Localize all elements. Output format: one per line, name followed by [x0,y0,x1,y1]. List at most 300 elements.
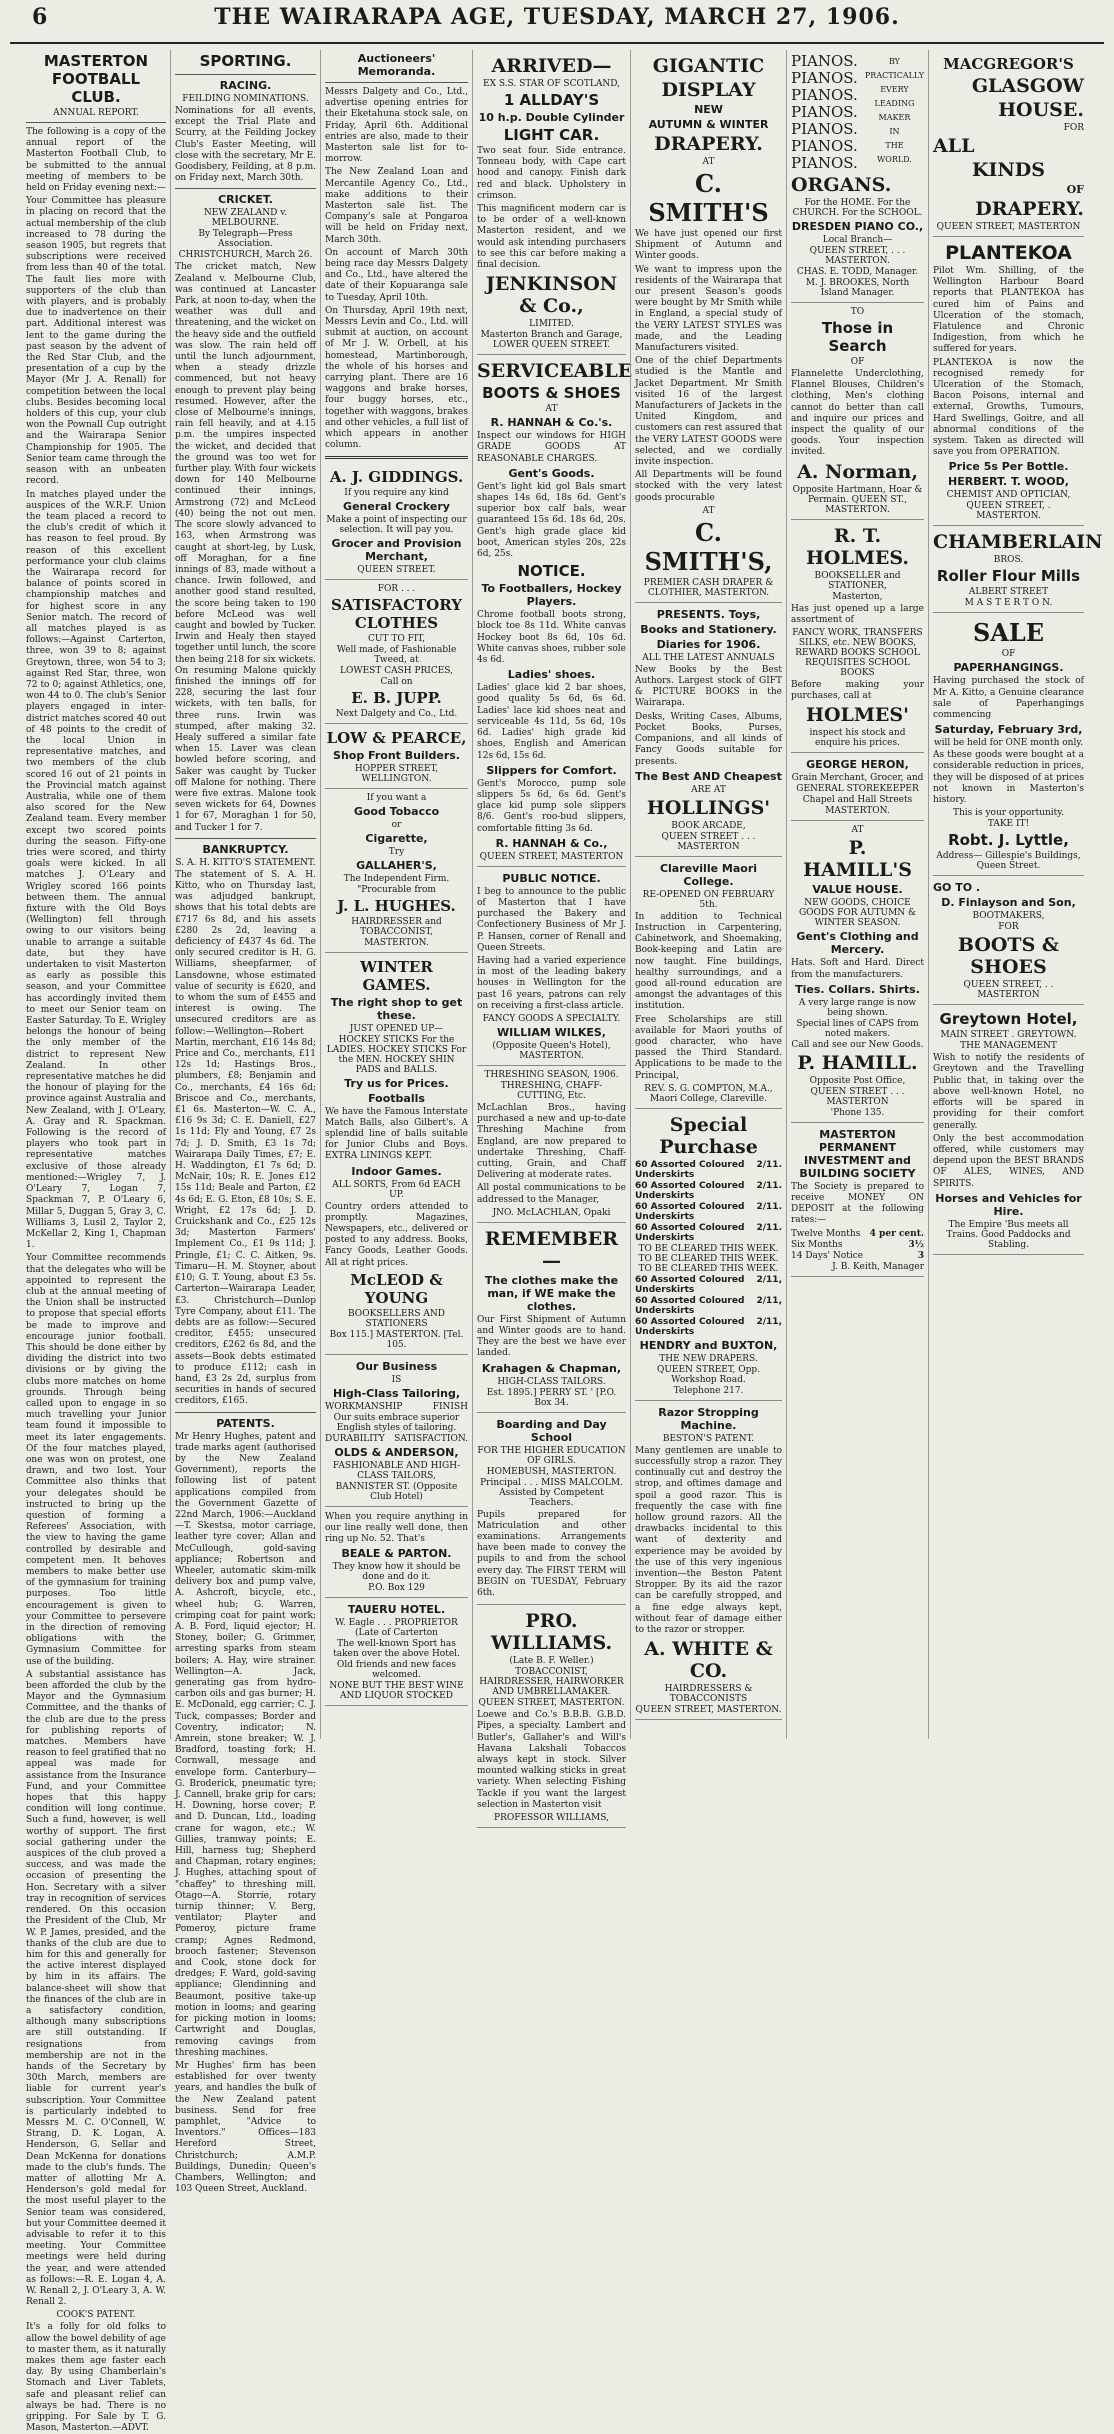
ad-text: Many gentlemen are unable to successfully strop a razor. They continually cut and destroy the strop, and oftimes damage and spoil a good razor. This is frequently the case with fine hollow ground razors. All the drawbacks incidental to this want of dexterity and experience may be avoided by the use of this very ingenious invention—the Beston Patent Stropper. By its aid the razor can be carefully stropped, and a fine edge always kept, without fear of damage either to the razor or stropper. [635,1445,782,1635]
ad-text: Pilot Wm. Shilling, of the Wellington Harbour Board reports that PLANTEKOA has cured him of Pains and Ulceration of the stomach, Flatulence and Chronic Indigestion, from which he suffered for years. [933,266,1084,355]
column-3 [320,50,472,1739]
ad-line: Special lines of CAPS from noted makers. [796,1018,919,1039]
ad-line: TOBACCONIST, HAIRDRESSER, HAIRWORKER AND UMBRELLAMAKER. [479,1667,624,1698]
column-4 [472,50,633,1824]
masthead [10,0,1104,44]
ad-line: (Late B. F. Weller.) [509,1656,594,1667]
ad-text: Flannelette Underclothing, Flannel Blouses, Children's clothing, Men's clothing cannot do better than call and inquire our prices and inspect the quality of our goods. Your inspection invited. [791,369,924,458]
notice-title: NOTICE. [517,562,586,581]
ad-text: We have just opened our first Shipment of Autumn and Winter goods. [635,229,782,262]
ad-line: Box 115.] MASTERTON. [Tel. 105. [329,1329,464,1350]
ad-text: Chrome football boots strong, block toe 8s 11d. White canvas Hockey boot 8s 6d, 10s 6d. White canvas shoes, rubber sole 4s 6d. [477,610,626,666]
holmes-title-2: HOLMES' [806,704,909,727]
white-title: A. WHITE & CO. [644,1638,773,1683]
ad-line: The well-known Sport has taken over the above Hotel. [333,1639,460,1660]
ad-line: The Independent Firm. [343,873,450,884]
ad-line: LOWEST CASH PRICES, [339,665,453,676]
pianos-line: PIANOS. [791,137,858,155]
ad-line: Footballs [368,1091,425,1105]
ad-line: PREMIER CASH DRAPER & CLOTHIER, MASTERTON. [643,577,774,598]
ad-text: The Society is prepared to receive MONEY ON DEPOSIT at the following rates:— [791,1181,924,1226]
item-price: 2/11. [756,1201,782,1212]
ad-line: Grocer and Provision Merchant, [331,536,462,563]
ad-line: FANCY GOODS A SPECIALTY. [482,1013,621,1024]
ad-line: QUEEN STREET, . . . MASTERTON. [809,246,906,266]
ad-line: or [391,819,402,830]
newspaper-title: THE WAIRARAPA AGE, TUESDAY, MARCH 27, 1906. [214,4,900,30]
ad-line: Try us for Prices. [344,1076,449,1090]
ad-line: Slippers for Comfort. [486,763,617,777]
macgregor-title: MACGREGOR'S [943,55,1074,73]
ad-line: JUST OPENED UP— [349,1023,444,1034]
chamberlain-ad [933,526,1103,613]
pianos-line: PIANOS. [791,103,858,121]
ad-line: NONE BUT THE BEST WINE AND LIQUOR STOCKED [329,1681,464,1702]
item-price: 2/11. [756,1180,782,1191]
jupp-ad [325,580,468,724]
item-name: 60 Assorted Coloured Underskirts [635,1180,745,1201]
ad-line: QUEEN STREET, MASTERTON [936,222,1081,232]
heron-title: GEORGE HERON, [806,758,909,772]
ad-line: Next Dalgety and Co., Ltd. [335,708,458,719]
all-title: ALL [933,135,975,157]
remember-title: REMEMBER— [484,1227,619,1272]
wilkes-title: WILLIAM WILKES, [496,1025,606,1039]
by-line: EVERY [880,85,909,94]
ad-line: OF [850,357,865,367]
ad-line: A very large range is now being shown. [798,997,917,1018]
serviceable-title: SERVICEABLE [477,360,633,383]
mcleod-title: McLEOD & YOUNG [350,1270,443,1307]
ad-text: Having purchased the stock of Mr A. Kitto, a Genuine clearance sale of Paperhangings commencing [933,676,1084,721]
football-paragraph: Your Committee recommends that the delegates who will be appointed to represent the club at the annual meeting of the Union shall be instructed to propose that special efforts be made to improve and encourage junior football. This should be done either by dividing the district into two divisions or by giving the clubs more matches on home grounds. Through being called upon to engage in so much travelling your Junior team found it impossible to meet its later engagements. Of the four matches played, one was won on protest, one drawn, and two lost. Your Committee also thinks that your delegates should be instructed to bring up the question of forming a Referees' Association, with the view to having the game controlled by desirable and competent men. It behoves members to make better use of the gymnasium for training purposes. Too little encouragement is given to your Committee to persevere in the direction of removing obligations with the Gymnasium Committee for use of the building. [26,1253,166,1667]
ad-line: PROFESSOR WILLIAMS, [494,1813,609,1824]
rate-value: 3 [917,1250,924,1261]
house-title: HOUSE. [998,99,1084,121]
special-purchase-ad [635,1109,782,1401]
williams-ad [477,1605,626,1828]
ad-line: QUEEN STREET, Opp. Workshop Road. [656,1364,761,1385]
ad-text: Gent's light kid gol Bals smart shapes 14s 6d, 18s 6d. Gent's superior box calf bals, wear guaranteed 15s 6d. 18s 6d, 20s. Gent's high grade glace kid boot, American styles 20s, 22s 6d, 25s. [477,481,626,560]
pianos-line: PIANOS. [791,86,858,104]
taueru-ad [325,1598,468,1706]
rate-term: Six Months [791,1239,843,1250]
heron-ad [791,753,924,821]
ad-line: Principal . . . MISS MALCOLM. Assisted by Competent Teachers. [480,1477,623,1508]
ad-line: Cigarette, [365,831,428,845]
ad-line: CUT TO FIT, [368,633,425,644]
ad-line: 'Phone 135. [830,1107,885,1118]
hamill-title: P. HAMILL'S [803,837,912,882]
ad-line: Chapel and Hall Streets [802,795,913,806]
roller-title: Roller Flour Mills [936,567,1081,586]
ad-line: MAIN STREET . GREYTOWN. [940,1030,1077,1041]
ad-line: Opposite Hartmann, Hoar & Permain. QUEEN ST., MASTERTON. [792,484,923,515]
hamill-title-2: P. HAMILL. [797,1051,918,1074]
ad-line: WORKMANSHIP [325,1401,403,1412]
krahagen-title: Krahagen & Chapman, [481,1361,622,1375]
pianos-line: PIANOS. [791,120,858,138]
ad-line: BANNISTER ST. (Opposite Club Hotel) [335,1481,458,1502]
racing-heading: RACING. [219,79,272,92]
ad-line: For the HOME. For the CHURCH. For the SCHOOL. [792,198,923,218]
ad-line: TAKE IT! [987,819,1030,830]
ad-line: AUTUMN & WINTER [648,118,769,131]
ad-line: AT [702,157,715,167]
ad-line: CHEMIST AND OPTICIAN, [946,490,1071,501]
ad-line: PAPERHANGINGS. [953,661,1064,675]
ad-line: DURABILITY [325,1433,385,1444]
patents-heading: PATENTS. [216,1416,275,1430]
hollings-title: HOLLINGS' [646,796,771,819]
cricket-text: The cricket match, New Zealand v. Melbourne Club, was continued at Lancaster Park, at noon to-day, when the weather was dull and threatening, and the wicket on the heavy side and the outfield was slow. The rain held off until the lunch adjournment, when a steady drizzle commenced, but not heavy enough to prevent play being resumed. However, after the close of Melbourne's innings, rain fell heavily, and at 4.15 p.m. the umpires inspected the wicket, and decided that the ground was too wet for further play. With four wickets down for 140 Melbourne continued their innings, Armstrong (72) and McLeod (40) being the not out men. The score slowly advanced to 163, when Armstrong was caught at short-leg, by Lusk, off Moraghan, for a fine innings of 83, made without a chance. Irwin followed, and another good stand resulted, the score being taken to 190 before McLeod was well caught and bowled by Tucker. Irwin and Healy then stayed together until lunch, the score then being 218 for six wickets. On resuming Malone quickly finished the innings off for 228, securing the last four wickets, with ten balls, for three runs. Irwin was stumped, after making 32. Healy suffered a similar fate when 15. Laver was clean bowled before scoring, and Saker was caught by Tucker off Malone for nothing. There were five extras. Malone took seven wickets for 64, Downes 1 for 67, Moraghan 1 for 50, and Tucker 1 for 7. [175,262,316,833]
item-name: 60 Assorted Coloured Underskirts [635,1274,745,1295]
rate-value: 3½ [908,1239,924,1250]
plantekoa-ad [933,237,1084,526]
ad-line: FINISH [432,1401,468,1412]
ad-line: FANCY WORK, TRANSFERS SILKS, etc. NEW BOOKS, REWARD BOOKS SCHOOL REQUISITES SCHOOL BOOKS [792,628,923,679]
ad-line: Ladies' shoes. [507,668,596,682]
ad-text: This magnificent modern car is to be order of a well-known Masterton resident, and we would ask intending purchasers to see this car before making a final decision. [477,204,626,271]
football-paragraph: A substantial assistance has been afforded the club by the Mayor and the Gymnasium Committee, and the thanks of the club are due to the press for publishing reports of matches. Members have reason to feel gratified that no appeal was made for assistance from the Insurance Fund, and your Committee hopes that this happy condition will long continue. Such a fund, however, is well worthy of support. The first social gathering under the auspices of the club proved a success, and was made the occasion of presenting the Hon. Secretary with a silver tray in recognition of services rendered. On this occasion the President of the Club, Mr W. P. James, presided, and the thanks of the club are due to him for this and generally for the active interest displayed by him in its affairs. The balance-sheet will show that the finances of the club are in a satisfactory condition, although many subscriptions are still outstanding. If resignations from membership are not in the hands of the Secretary by 30th March, members are liable for current year's subscription. Your Committee is particularly indebted to Messrs M. C. O'Connell, W. Strang, D. K. Logan, A. Henderson, G. Sellar and Dean McKenna for donations made to the club's funds. The matter of allotting Mr A. Henderson's gold medal for the most useful player to the Senior team was considered, but your Committee deemed it advisable to refer it to this meeting. Your Committee meetings were held during the year, and were attended as follows:—R. E. Logan 4, A. W. Renall 2, J. O'Leary 3, A. W. Renall 2. [26,1669,166,2308]
hannah-ad [477,355,633,866]
item-name: 60 Assorted Coloured Underskirts [635,1201,745,1222]
item-price: 2/11, [756,1274,782,1285]
ad-line: THRESHING SEASON, 1906. [484,1069,619,1080]
ad-line: Try [388,846,405,857]
beale-ad [325,1507,468,1599]
ad-line: HOMEBUSH, MASTERTON. [486,1466,617,1477]
football-paragraph: Your Committee has pleasure in placing on record that the actual membership of the club increased to 78 during the season 1905, but regrets that subscriptions were received from less than 40 of the total. The fault lies more with supporters of the club than with players, and is probably due to inadvertence on their part. Additional interest was lent to the game during the past season by the advent of the Red Star Club, and the presentation of a cup by the Mayor (Mr J. A. Renall) for competition between the local clubs. Besides becoming local holders of this cup, your club won the Pownall Cup outright and the Wairarapa Senior Championship for 1905. The Senior team came through the season with an unbeaten record. [26,196,166,487]
holmes-title: R. T. HOLMES. [805,524,910,569]
ad-line: Make a point of inspecting our selection. It will pay you. [326,514,467,535]
divider [175,1412,316,1413]
ad-line: BOOK ARCADE, [671,820,746,831]
ad-line: IS [391,1374,402,1385]
allday-ad [477,50,626,355]
jupp-title: E. B. JUPP. [351,688,442,707]
ad-line: Indoor Games. [351,1164,442,1178]
ad-line: GENERAL STOREKEEPER [796,784,919,795]
ad-text: Before making your purchases, call at [791,680,924,702]
ad-line: M A S T E R T O N. [964,598,1053,609]
ad-line: Books and Stationery. [640,622,777,636]
notice-heading: COOK'S PATENT. [56,2310,136,2321]
ad-line: BOOKSELLERS AND STATIONERS [348,1308,445,1329]
by-line: LEADING [874,99,915,108]
giddings-ad [325,463,468,580]
ad-line: NEW GOODS, CHOICE GOODS FOR AUTUMN & WINTER SEASON. [798,898,917,929]
ad-line: FOR . . . [377,583,416,594]
ad-line: BOOKSELLER and STATIONER, [814,570,901,591]
ad-line: QUEEN STREET, MASTERTON. [478,1698,625,1709]
notice-text: It's a folly for old folks to allow the bowel debility of age to master them, as it naturally makes them age faster each day. By using Chamberlain's Stomach and Liver Tablets, safe and pleasant relief can always be had. There is no gripping. For Sale by T. G. Mason, Masterton.—ADVT. [26,2322,166,2434]
ad-line: HOCKEY STICKS For the LADIES. HOCKEY STICKS For the MEN. HOCKEY SHIN PADS and BALLS. [326,1034,467,1075]
ad-line: This is your opportunity. [952,808,1065,819]
ad-text: Pupils prepared for Matriculation and other examinations. Arrangements have been made to convey the pupils to and from the school every day. The FIRST TERM will BEGIN on TUESDAY, February 6th. [477,1509,626,1599]
by-line: WORLD. [877,155,912,164]
smith-ad [635,50,782,603]
ad-text: Only the best accommodation offered, while customers may depend upon the BEST BRANDS OF ALES, WINES, AND SPIRITS. [933,1133,1084,1189]
ad-line: THE NEW DRAPERS. [659,1353,758,1364]
item-price: 2/11. [756,1159,782,1170]
bankruptcy-subheading: S. A. H. KITTO'S STATEMENT. [175,857,316,868]
ad-line: AT [702,505,715,516]
ad-line: QUEEN STREET . . . MASTERTON [661,831,756,852]
football-subheading: ANNUAL REPORT. [53,108,139,118]
low-pearce-ad [325,724,468,789]
lyttle-title: Robt. J. Lyttle, [948,831,1069,850]
ad-line: CHAS. E. TODD, Manager. [796,267,919,277]
ad-text: Hats. Soft and Hard. Direct from the manufacturers. [791,958,924,980]
item-name: 60 Assorted Coloured Underskirts [635,1159,745,1180]
pianos-line: PIANOS. [791,69,858,87]
patents-text: Mr Henry Hughes, patent and trade marks agent (authorised by the New Zealand Government), reports the following list of patent applications compiled from the Government Gazette of 22nd March, 1906:—Auckland—T. Skestsa, motor carriage, leather tyre cover; Allan and McCullough, gold-saving appliance; Robertson and Wheeler, automatic skim-milk delivery box and pump valve, A. Ashcroft, bicycle, etc., wheel hub; G. Warren, crimping coat for paint work; A. B. Ford, liquid ejector; H. Stoney, boiler; G. Grimmer, arresting sparks from steam boilers; A. Hay, wire strainer. Wellington—A. Jack, generating gas from hydro-carbon oils and gas burner; H. E. McDonald, egg carrier; C. J. Tuck, compasses; Border and Coventry, indicator; N. Amrein, stone breaker; W. J. Bradford, toasting fork; H. Cornwall, message and envelope form. Canterbury—G. Broderick, pneumatic tyre; J. Cannell, brake grip for cars; H. Downing, horse cover; P. and D. Duncan, Ltd., loading crane for wagon, etc.; W. Gillies, tramway points; E. Hill, harness tug; Shepherd and Chapman, rotary engines; J. Hughes, attaching spout of "chaffey" to threshing mill. Otago—A. Storrie, rotary turnip thinner; V. Berg, ventilator; Playter and Pomeroy, picture frame cramp; Agnes Redmond, brooch fastener; Stevenson and Cook, stone dock for dredges; F. Ward, gold-saving appliance; Glendinning and Beaumont, positive take-up motion in looms; and gearing for picking motion in looms; Cartwright and Douglas, removing cavings from threshing machines. [175,1431,316,2058]
ad-line: The Best AND Cheapest [635,769,782,783]
ad-line: They know how it should be done and do it. [332,1562,461,1583]
ad-text: Has just opened up a large assortment of [791,603,924,625]
ad-line: NEW [694,103,723,116]
column-6 [786,50,928,1739]
ad-line: TO [850,307,865,317]
ad-line: P.O. Box 129 [368,1583,425,1594]
ad-text: Gent's Morocco, pump sole slippers 5s 6d, 6s 6d. Gent's glace kid pump sole slippers 8/6. Gent's roo-bud slippers, comfortable fitting 3s 6d. [477,778,626,834]
ad-line: QUEEN STREET. [357,564,436,575]
ad-text: Inspect our windows for HIGH GRADE GOODS AT REASONABLE CHARGES. [477,431,626,464]
threshing-ad [477,1066,626,1223]
ad-line: J. B. Keith, Manager [832,1261,924,1272]
ad-line: Masterton, [832,591,883,602]
ad-line: R. HANNAH & Co.'s. [490,416,613,430]
ad-line: Our Business [355,1359,438,1373]
low-pearce-title: LOW & PEARCE, [326,728,467,747]
item-price: 2/11, [756,1316,782,1327]
ad-line: THRESHING, CHAFF-CUTTING, Etc. [500,1080,603,1101]
ad-line: ALL SORTS, From 6d EACH UP. [332,1179,461,1200]
column-7 [928,50,1103,1739]
ad-line: General Crockery [343,499,450,513]
ad-line: If you want a [366,792,427,803]
greytown-title: Greytown Hotel, [939,1010,1078,1029]
pianos-line: PIANOS. [791,154,858,172]
football-paragraph: In matches played under the auspices of the W.R.F. Union the team placed a record to the club's credit of which it has reason to feel proud. By reason of this excellent performance your club claims the Wairarapa record for balance of points scored in championship matches and for highest score in any Senior match. The record of all matches played is as follows:—Against Carterton, three, won 39 to 8; against Greytown, three, won 54 to 3; against Red Star, three, won 72 to 0; against Athletics, one, won 44 to 0. The club's Senior players engaged in inter-district matches scored 40 out of 48 points to the credit of the local Union in representative matches, and two members of the club scored 16 out of 21 points in the Provincial match against Australia, while one of them also scored for the New Zealand team. Every member except two scored points during the season. Fifty-one tries were scored, and thirty goals were kicked. In all matches J. O'Leary and Wrigley scored 166 points between them. The annual fixture with the Old Boys (Wellington) fell through owing to our visitors being unable to arrange a suitable date, but they have undertaken to visit Masterton as early as possible this season, and your Committee has accordingly invited them to meet our Senior team on Easter Saturday. To E. Wrigley belongs the honour of being the only member of the district to represent New Zealand. In other representative matches he did the honour of playing for the province against Australia and New Zealand, with J. O'Leary, A. Gray and R. Spackman. Following is the record of players who took part in representative matches exclusive of those already mentioned:—Wrigley 7, J. O'Leary 7, Logan 7, Spackman 7, P. O'Leary 6, Millar 5, Duggan 5, Gray 3, C. Williams 3, Lusil 2, Taylor 2, McKellar 2, King 1, Chapman 1. [26,489,166,1251]
rate-value: 4 per cent. [869,1228,924,1239]
gigantic-title: GIGANTIC [652,55,765,77]
ad-line: PRESENTS. Toys, [656,607,761,621]
bankruptcy-heading: BANKRUPTCY. [202,842,289,856]
ad-line: Saturday, February 3rd, [934,723,1083,737]
ad-line: The clothes make the man, if WE make the clothes. [484,1273,619,1313]
ad-line: FOR THE HIGHER EDUCATION OF GIRLS. [477,1445,626,1466]
ad-line: Price 5s Per Bottle. [948,460,1069,474]
item-price: 2/11. [756,1222,782,1233]
cricket-heading: CRICKET. [218,193,273,207]
ad-line: TO BE CLEARED THIS WEEK. TO BE CLEARED THIS WEEK. TO BE CLEARED THIS WEEK. [638,1243,779,1274]
ad-line: LIGHT CAR. [503,126,600,144]
finlayson-ad [933,876,1084,1005]
ad-text: We have the Famous Interstate Match Balls, also Gilbert's. A splendid line of balls suitable for Junior Clubs and Boys. EXTRA LININGS KEPT. [325,1106,468,1162]
ad-line: The right shop to get these. [330,995,463,1022]
wood-title: HERBERT. T. WOOD, [948,475,1069,489]
ad-line: Our suits embrace superior English styles of tailoring. [333,1412,460,1433]
auctioneers-heading: Auctioneers' Memoranda. [357,52,436,78]
ad-line: "Procurable from [357,884,436,895]
special-title: Special Purchase [659,1113,758,1158]
ad-line: will be held for ONE month only. [933,738,1084,749]
ad-line: BESTON'S PATENT. [662,1433,755,1444]
auction-paragraph: On account of March 30th being race day Messrs Dalgety and Co., Ltd., have altered the date of their Kopuaranga sale to Tuesday, April 10th. [325,247,468,303]
ad-line: AT [851,825,864,836]
ad-line: BOOTS & SHOES [482,384,621,403]
auction-paragraph: On Thursday, April 19th next, Messrs Levin and Co., Ltd. will submit at auction, on account of Mr J. W. Orbell, at his homestead, Martinborough, the whole of his horses and carrying plant. There are 16 waggons and brake horses, four buggy horses, etc., together with waggons, brakes and other vehicles, a full list of which appears in another column. [325,305,468,451]
ad-text: All Departments will be found stocked with the very latest goods procurable [635,470,782,503]
ad-line: FOR [1063,123,1084,133]
remember-ad [477,1223,626,1413]
item-name: 60 Assorted Coloured Underskirts [635,1222,745,1243]
norman-ad [791,303,924,520]
ad-line: THE MANAGEMENT [960,1041,1057,1052]
giddings-title: A. J. GIDDINGS. [329,467,464,486]
by-line: PRACTICALLY [864,71,924,80]
ad-line: MASTERTON. [364,937,429,948]
ad-line: SATISFACTION. [394,1433,468,1444]
pianos-line: PIANOS. [791,52,858,70]
finlayson-title: D. Finlayson and Son, [941,896,1076,910]
ad-line: Local Branch— [822,235,893,245]
ad-line: Telephone 217. [673,1385,744,1396]
winter-title: WINTER GAMES. [360,957,433,994]
ad-line: OF [1001,649,1016,660]
ad-line: Good Tobacco [353,804,440,818]
auction-paragraph: Messrs Dalgety and Co., Ltd., advertise opening entries for their Eketahuna stock sale, on Friday, April 6th. Additional entries are also, made to their Masterton sale list for to-morrow. [325,87,468,165]
building-society-ad [791,1123,924,1277]
auction-paragraph: The New Zealand Loan and Mercantile Agency Co., Ltd., make additions to their Masterton sale list. The Company's sale at Pongaroa will be held on Friday next, March 30th. [325,167,468,245]
ad-line: (Opposite Queen's Hotel), MASTERTON. [492,1040,611,1061]
ad-line: Grain Merchant, Grocer, and [791,773,924,784]
macgregor-ad [933,50,1084,237]
ad-line: MASTERTON. [825,806,890,817]
glasgow-title: GLASGOW [971,75,1084,97]
ad-line: QUEEN STREET, . MASTERTON. [966,501,1051,522]
ad-line: Shop Front Builders. [333,748,460,762]
public-notice-ad [477,867,626,1066]
greytown-ad [933,1005,1084,1254]
ad-line: REV. S. G. COMPTON, M.A., Maori College, Clareville. [644,1083,773,1104]
pro-williams-title: PRO. WILLIAMS. [490,1610,613,1655]
arrived-title: ARRIVED— [491,55,612,77]
taueru-title: TAUERU HOTEL. [347,1603,446,1617]
dresden-ad [791,50,924,303]
ad-text: PLANTEKOA is now the recognised remedy for Ulceration of the Stomach, Bacon Poisons, internal and external, Growths, Tumours, Hard Swellings, Goitre, and all abnormal conditions of the system. Taken as directed will save you from OPERATION. [933,357,1084,458]
ad-line: inspect his stock and enquire his prices. [809,728,906,749]
ad-line: JNO. McLACHLAN, Opaki [492,1207,611,1218]
ad-line: Masterton Branch and Garage, LOWER QUEEN STREET. [480,330,623,351]
razor-title: Razor Stropping Machine. [658,1405,759,1432]
ad-text: All postal communications to be addressed to the Manager, [477,1183,626,1205]
jenkinson-title: JENKINSON & Co., [485,273,618,318]
ad-line: W. Eagle . . . PROPRIETOR (Late of Carterton [335,1618,458,1639]
clareville-title: Clareville Maori College. [659,861,758,888]
column-1 [22,50,170,2434]
boarding-ad [477,1413,626,1606]
divider [175,188,316,189]
football-paragraph: The following is a copy of the annual report of the Masterton Football Club, to be submitted to the annual meeting of members to be held on Friday evening next:— [26,127,166,194]
search-title: Those in Search [821,319,894,355]
football-heading: MASTERTON FOOTBALL CLUB. [43,52,149,106]
organs-title: ORGANS. [791,174,892,196]
rate-term: 14 Days' Notice [791,1250,864,1261]
ad-text: In addition to Technical Instruction in Carpentering, Cabinetwork, and Shoemaking, Book-keeping and Latin are now taught. Fine buildings, healthy surroundings, and a good all-round education are amongst the advantages of this institution. [635,911,782,1012]
allday-title: 1 ALLDAY'S [503,91,600,109]
ad-line: GO TO . [933,881,981,895]
by-line: MAKER [878,113,911,122]
ad-text: Wish to notify the residents of Greytown and the Travelling Public that, in taking over the above well-known Hotel, no efforts will be spared in providing for their comfort generally. [933,1053,1084,1131]
ad-text: One of the chief Departments studied is the Mantle and Jacket Department. Mr Smith visited 16 of the largest Manufacturers of Jackets in the United Kingdom, and customers can rest assured that the VERY LATEST GOODS were selected, and we cordially invite inspection. [635,356,782,468]
ad-line: FASHIONABLE AND HIGH-CLASS TAILORS, [332,1460,461,1481]
sporting-heading: SPORTING. [199,52,292,70]
chamberlain-title: CHAMBERLAIN [933,531,1103,554]
ad-text: I beg to announce to the public of Masterton that I have purchased the Bakery and Confectionery Business of Mr J. P. Hansen, corner of Renall and Queen Streets. [477,886,626,953]
razor-ad [635,1401,782,1720]
ad-line: HAIRDRESSER and TOBACCONIST, [351,916,442,937]
divider [175,838,316,839]
ad-line: HOPPER STREET, WELLINGTON. [354,763,439,784]
holmes-ad [791,520,924,754]
ad-line: M. J. BROOKES, North Island Manager. [805,278,910,298]
cricket-byline: By Telegraph—Press Association. [198,229,293,250]
by-line: IN [889,127,900,136]
ad-line: Ties. Collars. Shirts. [795,982,920,996]
beale-title: BEALE & PARTON. [341,1547,452,1561]
ad-line: Call and see our New Goods. [791,1039,924,1050]
sale-title: SALE [972,618,1045,648]
ad-line: Well made, of Fashionable Tweed, at [336,644,457,665]
hamill-ad [791,821,924,1122]
ad-text: As these goods were bought at a considerable reduction in prices, they will be disposed of at prices not known in Masterton's history. [933,750,1084,806]
rate-term: Twelve Months [791,1228,861,1239]
ad-line: FOR [998,922,1019,933]
racing-text: Nominations for all events, except the Trial Plate and Scurry, at the Feilding Jockey Club's Easter Meeting, will close with the secretary, Mr E. Goodisbery, Feilding, at 8 p.m. on Friday next, March 30th. [175,106,316,184]
column-2 [170,50,320,2195]
plantekoa-title: PLANTEKOA [945,242,1072,264]
by-line: THE [885,141,904,150]
ad-line: Opposite Post Office, [809,1075,906,1086]
ad-line: HIGH-CLASS TAILORS. [497,1376,606,1387]
item-name: 60 Assorted Coloured Underskirts [635,1295,745,1316]
ad-line: Est. 1895.] PERRY ST. ' [P.O. Box 34. [486,1387,617,1408]
ad-line: Old friends and new faces welcomed. [337,1660,456,1681]
kinds-title: KINDS [972,159,1045,181]
ad-line: ARE AT [691,784,726,795]
bankruptcy-text: The statement of S. A. H. Kitto, who on Thursday last, was adjudged bankrupt, shows that his total debts are £717 6s 8d, and his assets £280 2s 2d, leaving a deficiency of £437 4s 6d. The only secured creditor is H. G. Williams, sheepfarmer, of Lansdowne, whose estimated value of security is £620, and to whom the sum of £455 and interest is owing. The unsecured creditors are as follow:—Wellington—Robert Martin, merchant, £16 14s 8d; Price and Co., merchants, £11 12s 1d; Hastings Bros., plumbers, £8; Benjamin and Co., merchants, £4 16s 6d; Briscoe and Co., merchants, £1 6s. Masterton—W. C. A., £16 9s 3d; C. E. Daniell, £27 1s 11d; Fly and Young, £7 2s 7d; J. D. Smith, £3 1s 7d; Wairarapa Daily Times, £7; E. H. Waddington, £1 7s 6d; D. McNair, 10s; R. E. Jones £12 15s 11d; Beale and Parton, £2 4s 6d; E. G. Eton, £8 10s; S. E. Wright, £2 17s 6d; J. D. Cruickshank and Co., £25 12s 3d; Masterton Farmers' Implement Co., £1 9s 11d; J. Pringle, £1; C. C. Aitken, 9s. Timaru—H. M. Stoyner, about £10; G. T. Young, about £3 5s. Carterton—Wairarapa Leader, £3. Christchurch—Dunlop Tyre Company, about £11. The debts are as follow:—Secured creditor, £455; unsecured creditors, £262 6s 8d, and the assets—Book debts estimated to produce £112; cash in hand, £3 2s 2d, surplus from securities in hands of secured creditors, £165. [175,869,316,1407]
ad-line: LIMITED. [529,319,574,330]
ad-text: Free Scholarships are still available for Maori youths of good character, who have passed the Third Standard. Applications to be made to the Principal, [635,1014,782,1081]
ad-text: When you require anything in our line really well done, then ring up No. 52. That's [325,1511,468,1545]
divider [325,82,468,83]
ad-line: QUEEN STREET, . . MASTERTON [963,980,1054,1001]
ad-text: New Books by the Best Authors. Largest stock of GIFT & PICTURE BOOKS in the Wairarapa. [635,664,782,709]
ad-line: BROS. [993,555,1024,566]
ad-line: BOOTMAKERS, [972,911,1045,922]
ad-line: QUEEN STREET . . . MASTERTON [810,1086,905,1107]
cricket-dateline: CHRISTCHURCH, March 26. [178,250,313,261]
divider [175,74,316,75]
norman-title: A. Norman, [797,460,918,483]
olds-ad [325,1355,468,1507]
by-line: BY [888,57,900,66]
ad-line: AT [545,404,558,415]
ad-line: QUEEN STREET, MASTERTON. [635,1705,782,1716]
